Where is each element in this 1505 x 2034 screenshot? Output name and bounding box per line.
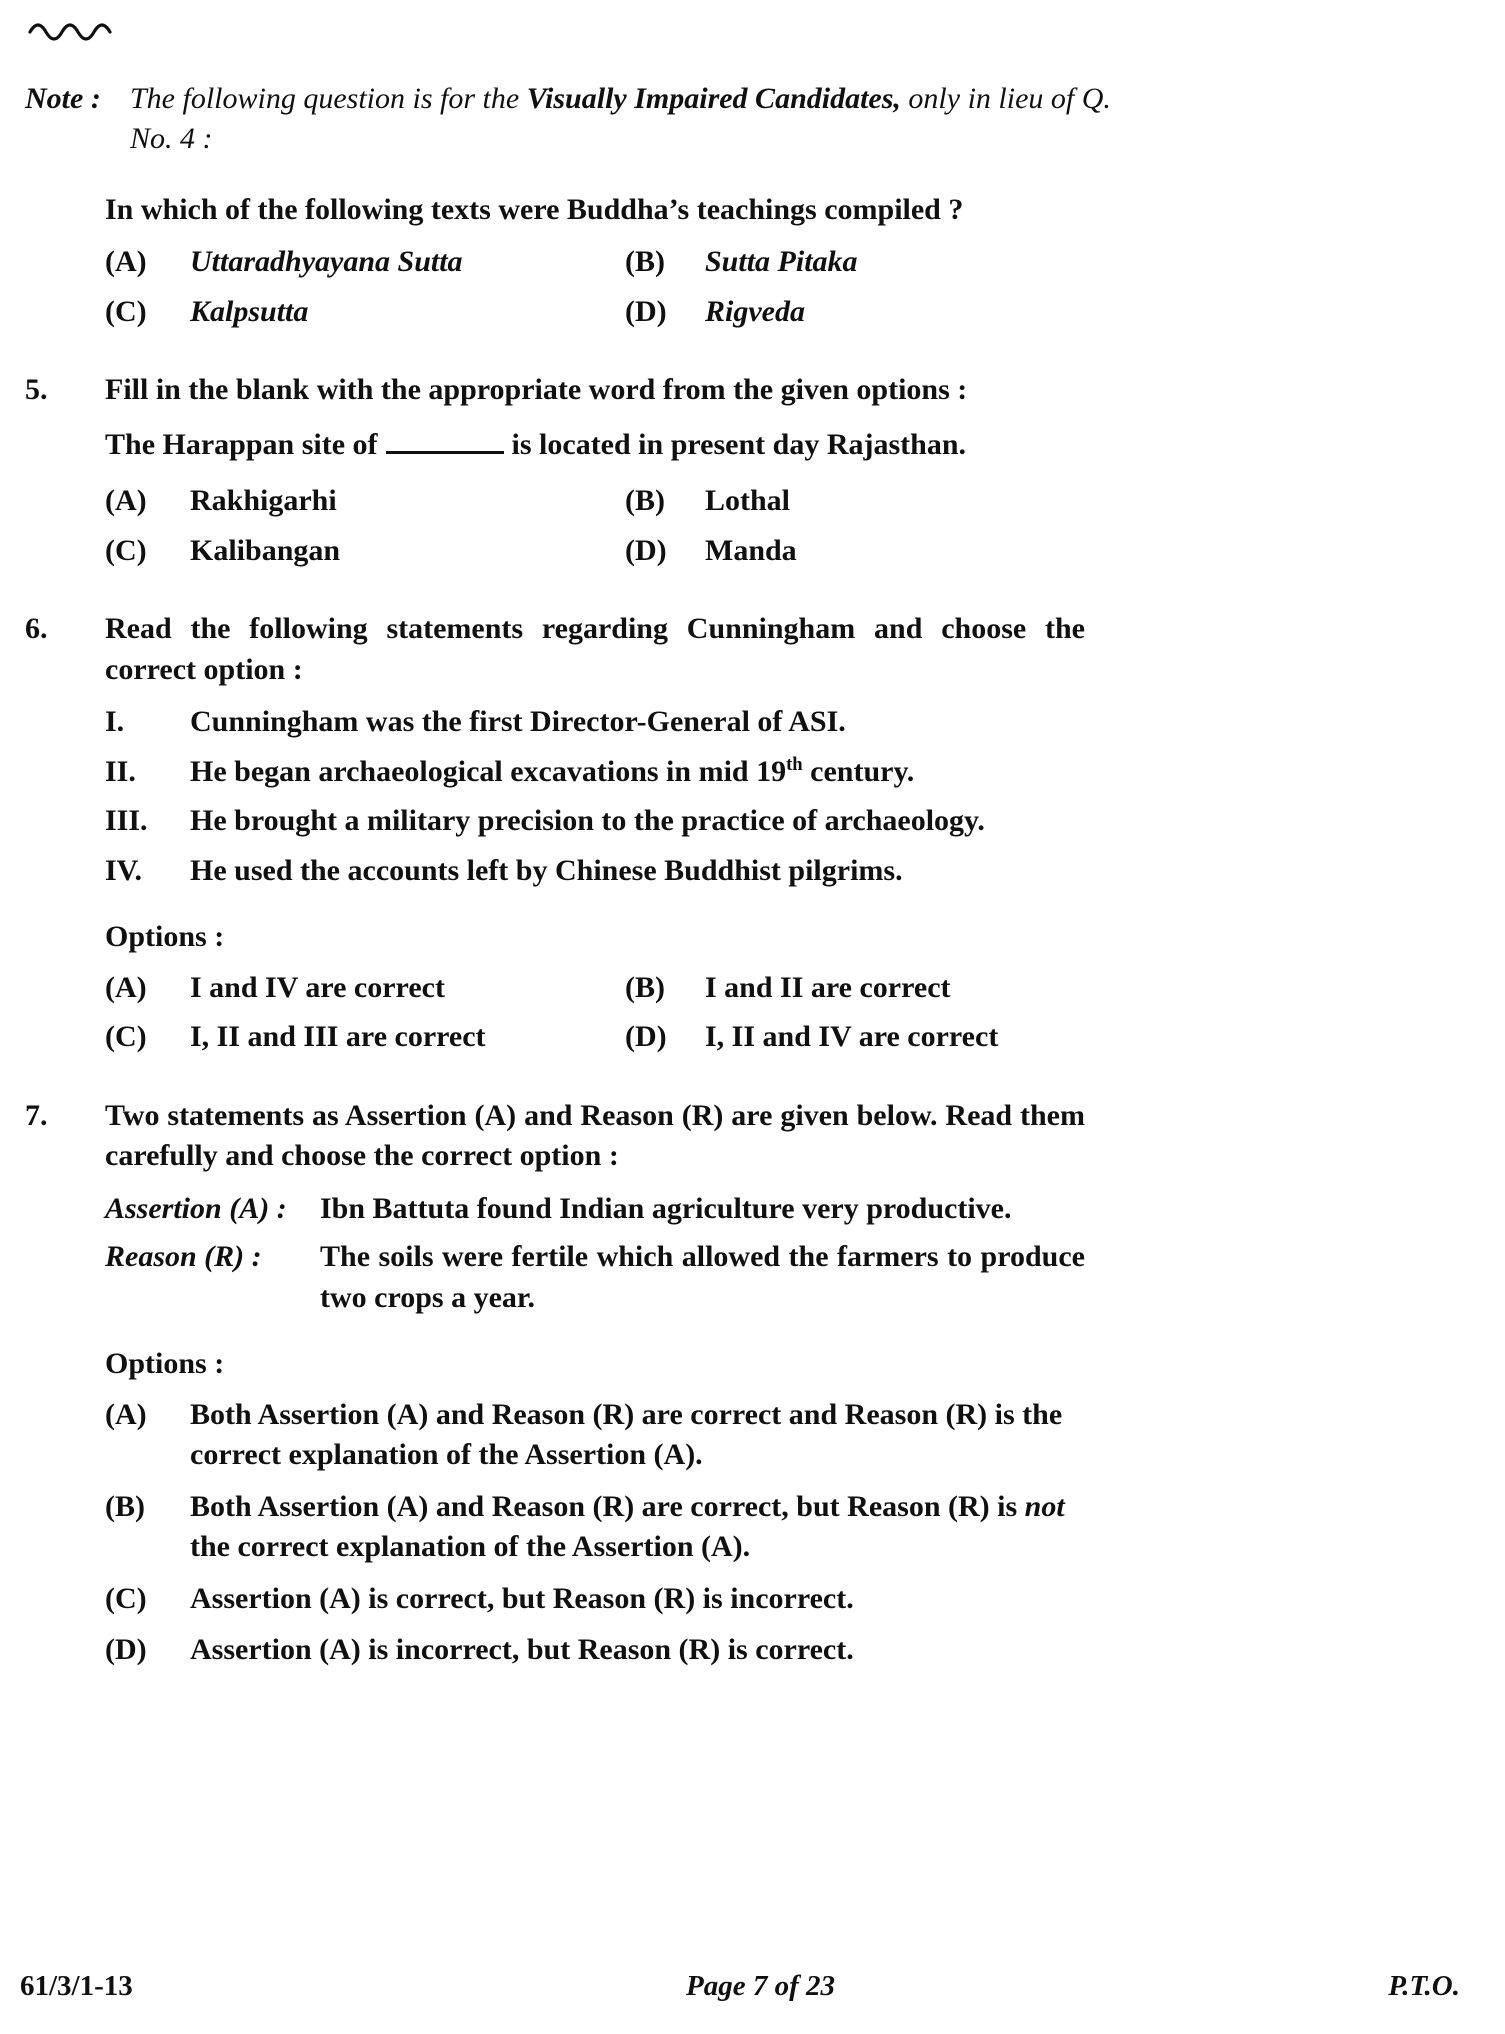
statement-number: IV. — [105, 853, 142, 887]
note-text-post: only in lieu of Q. No. 4 : — [130, 81, 1111, 155]
option-letter: (B) — [625, 970, 665, 1004]
statement-text-pre: Cunningham was the first Director-General of ASI. — [190, 705, 846, 738]
option-letter: (B) — [105, 1489, 145, 1523]
option-letter: (B) — [625, 245, 665, 278]
fill-in-blank-sentence — [105, 425, 1085, 466]
option-text-pre: Both Assertion (A) and Reason (R) are correct and Reason (R) is the correct explanation of the Assertion (A). — [190, 1397, 1063, 1471]
squiggle-mark-icon — [27, 17, 127, 43]
footer-paper-code: 61/3/1-13 — [20, 1969, 133, 2002]
statement-row — [105, 851, 1085, 892]
statement-row — [105, 702, 1085, 743]
question-number: 5. — [25, 373, 48, 406]
option-letter: (C) — [105, 1020, 147, 1053]
option-text — [190, 1395, 1085, 1476]
option-letter: (D) — [625, 1020, 667, 1053]
option-text-pre: Assertion (A) is incorrect, but Reason (R) is correct. — [190, 1633, 854, 1666]
statement-number: I. — [105, 705, 125, 738]
statement-row — [105, 752, 1085, 793]
option-letter: (B) — [625, 484, 665, 517]
note-text-highlight: Visually Impaired Candidates, — [526, 81, 901, 115]
note-text-pre: The following question is for the — [130, 81, 527, 115]
option-text: I and IV are correct — [190, 970, 445, 1004]
options-label: Options : — [105, 920, 225, 953]
option-text: Manda — [705, 533, 797, 567]
question-stem: Read the following statements regarding Cunningham and choose the correct option : — [105, 612, 1085, 686]
option-text — [190, 1487, 1085, 1568]
option-letter: (A) — [105, 1397, 147, 1431]
option-text: I and II are correct — [705, 970, 951, 1004]
option-text: I, II and III are correct — [190, 1020, 486, 1053]
option-text-post: the correct explanation of the Assertion (A). — [190, 1530, 751, 1563]
option-text: Rakhigarhi — [190, 484, 337, 517]
statement-text-pre: He brought a military precision to the practice of archaeology. — [190, 804, 985, 837]
option-text — [190, 1579, 1085, 1620]
question-body — [105, 1096, 1085, 1682]
option-row — [105, 1630, 1085, 1671]
option-letter: (A) — [105, 970, 147, 1004]
option-letter: (C) — [105, 533, 147, 567]
option-letter: (D) — [105, 1633, 147, 1666]
option-letter: (D) — [625, 533, 667, 567]
option-text-pre: Both Assertion (A) and Reason (R) are correct, but Reason (R) is — [190, 1489, 1025, 1523]
statement-text — [190, 702, 1085, 743]
note-block — [25, 79, 1505, 160]
statement-text-pre: He began archaeological excavations in mid 19 — [190, 754, 787, 788]
note-text — [130, 79, 1115, 160]
statement-text — [190, 801, 1085, 842]
question-5-options — [105, 481, 1085, 571]
statement-text — [190, 752, 1085, 793]
option-text: Rigveda — [705, 294, 805, 328]
assertion-text: Ibn Battuta found Indian agriculture very productive. — [320, 1191, 1012, 1225]
assertion-row — [105, 1189, 1085, 1230]
option-row — [105, 1395, 1085, 1476]
option-letter: (D) — [625, 294, 667, 328]
reason-text: The soils were fertile which allowed the farmers to produce two crops a year. — [320, 1240, 1085, 1314]
option-row — [105, 1487, 1085, 1568]
statement-text — [190, 851, 1085, 892]
option-letter: (C) — [105, 1581, 147, 1615]
question-body — [105, 370, 1085, 571]
option-text: Uttaradhyayana Sutta — [190, 245, 463, 278]
option-letter: (C) — [105, 294, 147, 328]
option-text-pre: Assertion (A) is correct, but Reason (R) is incorrect. — [190, 1581, 854, 1615]
reason-label: Reason (R) : — [105, 1240, 262, 1273]
question-stem: Two statements as Assertion (A) and Reason (R) are given below. Read them carefully and choose the correct option : — [105, 1098, 1085, 1172]
option-text-emphasis: not — [1024, 1489, 1065, 1523]
question-number: 7. — [25, 1098, 48, 1132]
statement-row — [105, 801, 1085, 842]
options-label: Options : — [105, 1347, 225, 1380]
assertion-label: Assertion (A) : — [105, 1191, 287, 1225]
statement-text-pre: He used the accounts left by Chinese Buddhist pilgrims. — [190, 853, 903, 887]
fill-pre: The Harappan site of — [105, 427, 378, 461]
question-6-options — [105, 968, 1085, 1058]
option-letter: (A) — [105, 245, 147, 278]
question-number: 6. — [25, 612, 48, 645]
note-label: Note : — [25, 81, 101, 115]
question-body — [105, 609, 1085, 1058]
blank-underline — [386, 432, 504, 454]
question-stem: Fill in the blank with the appropriate word from the given options : — [105, 373, 968, 406]
footer-pto: P.T.O. — [1388, 1969, 1460, 2002]
option-letter: (A) — [105, 484, 147, 517]
statement-number: II. — [105, 754, 136, 788]
option-text: I, II and IV are correct — [705, 1020, 999, 1053]
option-text: Lothal — [705, 484, 791, 517]
option-text: Sutta Pitaka — [705, 245, 858, 278]
option-text: Kalibangan — [190, 533, 341, 567]
reason-row — [105, 1237, 1085, 1318]
page-footer — [20, 1967, 1460, 2006]
vi-question-block — [105, 190, 1085, 333]
vi-question-stem: In which of the following texts were Buddha’s teachings compiled ? — [105, 192, 964, 226]
option-text: Kalpsutta — [190, 294, 309, 328]
question-6 — [25, 609, 1505, 1058]
option-text — [190, 1630, 1085, 1671]
question-7 — [25, 1096, 1505, 1682]
statement-superscript: th — [786, 753, 803, 775]
fill-post: is located in present day Rajasthan. — [511, 427, 967, 461]
vi-question-options — [105, 242, 1085, 332]
question-5 — [25, 370, 1505, 571]
statement-text-post: century. — [802, 754, 915, 788]
option-row — [105, 1579, 1085, 1620]
footer-page-number: Page 7 of 23 — [686, 1969, 836, 2002]
statement-number: III. — [105, 804, 148, 837]
